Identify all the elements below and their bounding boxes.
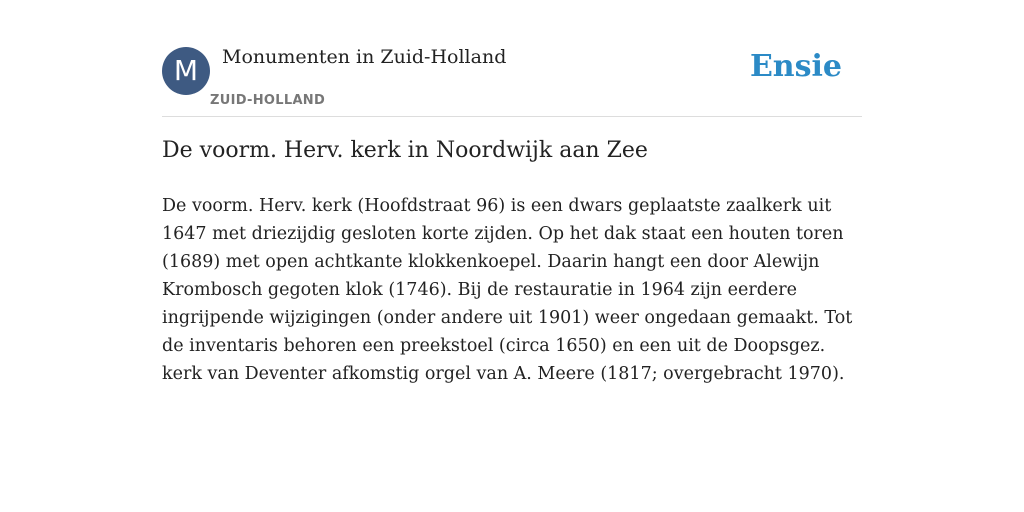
article-title: De voorm. Herv. kerk in Noordwijk aan Zee (162, 138, 648, 163)
source-title[interactable]: Monumenten in Zuid-Holland (222, 46, 507, 68)
header (162, 40, 862, 117)
article-body: De voorm. Herv. kerk (Hoofdstraat 96) is een dwars geplaatste zaalkerk uit 1647 met driezijdig gesloten korte zijden. Op het dak staat een houten toren (1689) met open achtkante klokkenkoepel. Daarin hangt een door Alewijn Krombosch gegoten klok (1746). Bij de restauratie in 1964 zijn eerdere ingrijpende wijzigingen (onder andere uit 1901) weer ongedaan gemaakt. Tot de inventaris behoren een preekstoel (circa 1650) en een uit de Doopsgez. kerk van Deventer afkomstig orgel van A. Meere (1817; overgebracht 1970). (162, 196, 853, 384)
brand-logo-link[interactable]: Ensie (749, 49, 842, 84)
avatar[interactable]: M (162, 47, 210, 95)
source-region: ZUID-HOLLAND (210, 93, 326, 108)
